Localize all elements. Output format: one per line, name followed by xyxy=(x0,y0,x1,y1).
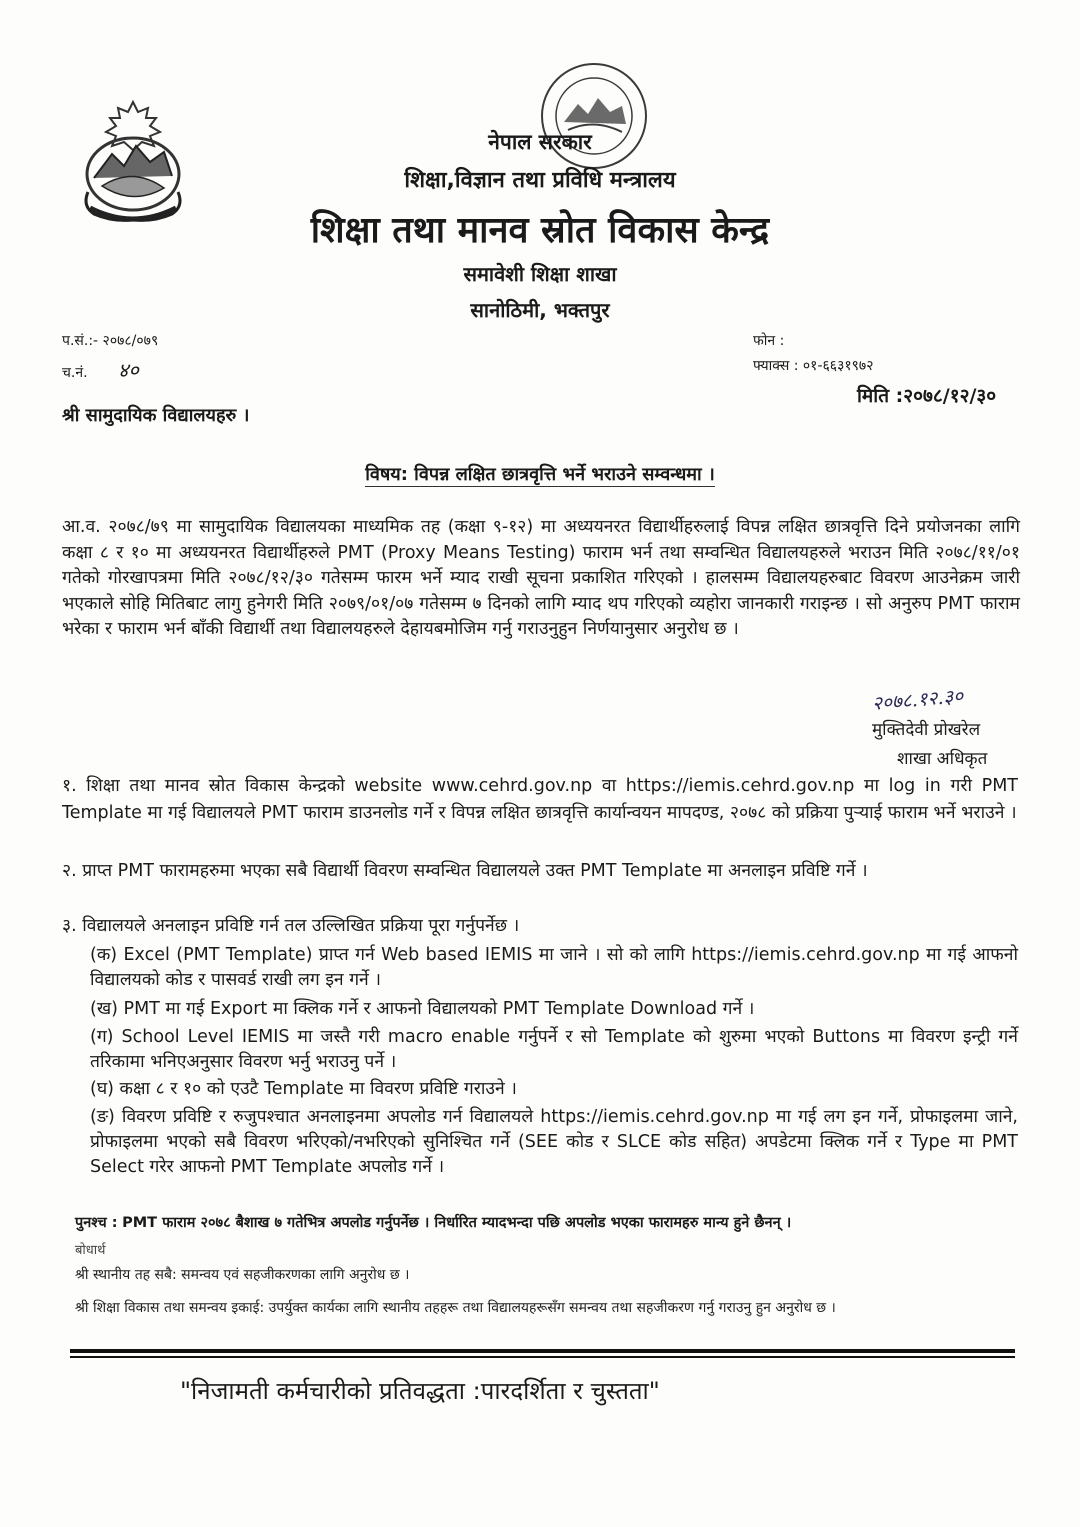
sub-list-item: (ख) PMT मा गई Export मा क्लिक गर्ने र आफनो विद्यालयको PMT Template Download गर्ने । xyxy=(90,999,755,1019)
subject-line xyxy=(0,462,1080,486)
office-location: सानोठिमी, भक्तपुर xyxy=(470,298,610,322)
reference-value: २०७८/०७९ xyxy=(102,333,159,349)
list-item: २. प्राप्त PMT फारामहरुमा भएका सबै विद्यार्थी विवरण सम्वन्धित विद्यालयले उक्त PMT Template मा अनलाइन प्रविष्टि गर्ने । xyxy=(62,861,868,881)
signatory-title: शाखा अधिकृत xyxy=(897,749,988,769)
government-name: नेपाल सरकार xyxy=(488,130,592,154)
cc-title: बोधार्थ xyxy=(75,1243,106,1258)
postscript-text: PMT फाराम २०७८ बैशाख ७ गतेभित्र अपलोड गर्नुपर्नेछ । निर्धारित म्यादभन्दा पछि अपलोड भएका फारामहरु मान्य हुने छैनन् । xyxy=(122,1215,792,1231)
phone-line: फोन : xyxy=(753,333,785,349)
postscript xyxy=(75,1213,1030,1234)
signature: २०७८.१२.३० xyxy=(871,685,964,715)
dispatch-label: च.नं. xyxy=(62,365,88,381)
fax-line: फ्याक्स : ०१-६६३१९७२ xyxy=(753,358,874,374)
reference-number xyxy=(62,331,158,350)
sub-list-item: (क) Excel (PMT Template) प्राप्त गर्न Web based IEMIS मा जाने । सो को लागि https://iemis.cehrd.gov.np मा गई आफनो विद्यालयको कोड र पासवर्ड राखी लग इन गर्ने । xyxy=(90,945,1018,990)
center-name: शिक्षा तथा मानव स्रोत विकास केन्द्र xyxy=(310,210,770,251)
branch-name: समावेशी शिक्षा शाखा xyxy=(463,262,617,286)
sub-list-item: (ङ) विवरण प्रविष्टि र रुजुपश्चात अनलाइनमा अपलोड गर्न विद्यालयले https://iemis.cehrd.gov.np मा गई लग इन गर्ने, प्रोफाइलमा जाने, प्रोफाइलमा भएको सबै विवरण भरिएको/नभरिएको सुनिश्चित गर्ने (SEE कोड र SLCE कोड सहित) अपडेटमा क्लिक गर्ने र Type मा PMT Select गरेर आफनो PMT Template अपलोड गर्ने । xyxy=(90,1107,1018,1177)
list-item: ३. विद्यालयले अनलाइन प्रविष्टि गर्न तल उल्लिखित प्रक्रिया पूरा गर्नुपर्नेछ । xyxy=(62,916,520,936)
dispatch-value: ४० xyxy=(118,358,139,382)
reference-label: प.सं.:- xyxy=(62,333,99,349)
footer-divider xyxy=(70,1349,1015,1353)
list-item: १. शिक्षा तथा मानव स्रोत विकास केन्द्रको website www.cehrd.gov.np वा https://iemis.cehrd.gov.np मा log in गरी PMT Template मा गई विद्यालयले PMT फाराम डाउनलोड गर्ने र विपन्न लक्षित छात्रवृत्ति कार्यान्वयन मापदण्ड, २०७८ को प्रक्रिया पुऱ्याई फाराम भर्ने भराउने । xyxy=(62,776,1018,823)
sub-list-item: (घ) कक्षा ८ र १० को एउटै Template मा विवरण प्रविष्टि गराउने । xyxy=(90,1079,517,1099)
ministry-name: शिक्षा,विज्ञान तथा प्रविधि मन्त्रालय xyxy=(404,168,676,193)
signatory-name: मुक्तिदेवी प्रोखरेल xyxy=(872,720,981,740)
body-paragraph: आ.व. २०७८/७९ मा सामुदायिक विद्यालयका माध्यमिक तह (कक्षा ९-१२) मा अध्ययनरत विद्यार्थीहरुलाई विपन्न लक्षित छात्रवृत्ति दिने प्रयोजनका लागि कक्षा ८ र १० मा अध्ययनरत विद्यार्थीहरुले PMT (Proxy Means Testing) फाराम भर्न तथा सम्वन्धित विद्यालयहरुले भराउन मिति २०७८/११/०१ गतेको गोरखापत्रमा मिति २०७८/१२/३० गतेसम्म फारम भर्ने म्याद राखी सूचना प्रकाशित गरिएको । हालसम्म विद्यालयहरुबाट विवरण आउनेक्रम जारी भएकाले सोहि मितिबाट लागु हुनेगरी मिति २०७९/०१/०७ गतेसम्म ७ दिनको लागि म्याद थप गरिएको व्यहोरा जानकारी गराइन्छ । सो अनुरुप PMT फाराम भरेका र फाराम भर्न बाँकी विद्यार्थी तथा विद्यालयहरुले देहायबमोजिम गर्नु गराउनुहुन निर्णयानुसार अनुरोध छ । xyxy=(62,517,1020,640)
letter-date: मिति :२०७८/१२/३० xyxy=(857,385,997,407)
postscript-label: पुनश्च : xyxy=(75,1215,118,1231)
cc-line-education-unit: श्री शिक्षा विकास तथा समन्वय इकाई: उपर्युक्त कार्यका लागि स्थानीय तहहरू तथा विद्यालयहरूसँग समन्वय तथा सहजीकरण गर्नु गराउनु हुन अनुरोध छ । xyxy=(75,1300,836,1316)
footer-divider-thin xyxy=(70,1356,1015,1358)
cc-line-local-levels: श्री स्थानीय तह सबै: समन्वय एवं सहजीकरणका लागि अनुरोध छ । xyxy=(75,1267,410,1283)
subject-text: विषय: विपन्न लक्षित छात्रवृत्ति भर्ने भराउने सम्वन्धमा । xyxy=(365,464,715,485)
footer-motto: "निजामती कर्मचारीको प्रतिवद्धता :पारदर्शिता र चुस्तता" xyxy=(180,1377,660,1405)
addressee: श्री सामुदायिक विद्यालयहरु । xyxy=(62,405,250,426)
dispatch-number xyxy=(62,356,139,383)
sub-list-item: (ग) School Level IEMIS मा जस्तै गरी macro enable गर्नुपर्ने र सो Template को शुरुमा भएको Buttons मा विवरण इन्ट्री गर्ने तरिकामा भनिएअनुसार विवरण भर्नु भराउनु पर्ने । xyxy=(90,1027,1018,1072)
